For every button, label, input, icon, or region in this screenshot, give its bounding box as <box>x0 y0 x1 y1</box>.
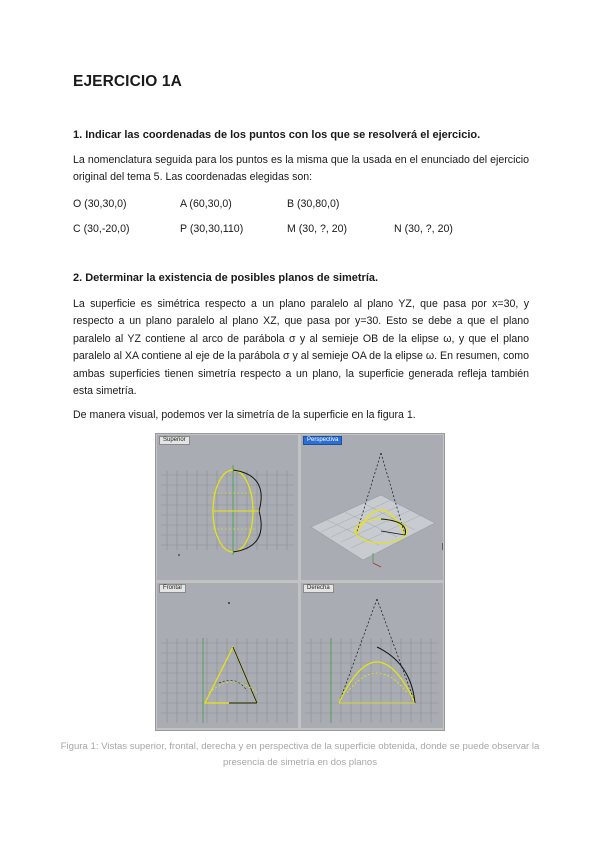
viewport-front-label: Frontal <box>159 584 186 593</box>
point-M: M (30, ?, 20) <box>287 223 348 235</box>
point-O: O (30,30,0) <box>73 198 127 210</box>
section2-paragraph2: De manera visual, podemos ver la simetría de la superficie en la figura 1. <box>73 409 416 421</box>
viewport-perspective <box>301 435 443 580</box>
viewport-perspective-label: Perspectiva <box>303 436 342 445</box>
point-C: C (30,-20,0) <box>73 223 130 235</box>
section2-paragraph1: La superficie es simétrica respecto a un plano paralelo al plano YZ, que pasa por x=30, y respecto a un plano paralelo al plano XZ, que pasa por y=30. Esto se debe a que el plano paralelo al YZ contiene al arco de parábola σ y al semieje OB de la elipse ω, y que el plano paralelo al XA contiene al eje de la parábola σ y al semieje OA de la elipse ω. En resumen, como ambas superficies tienen simetría respecto a un plano, la superficie generada refleja también esta simetría. <box>73 298 529 398</box>
point-N: N (30, ?, 20) <box>394 223 453 235</box>
viewport-right-label: Derecha <box>303 584 334 593</box>
point-A: A (60,30,0) <box>180 198 232 210</box>
viewport-top-label: Superior <box>159 436 190 445</box>
figure-caption: Figura 1: Vistas superior, frontal, derecha y en perspectiva de la superficie obtenida, donde se puede observar la presencia de simetría en dos planos <box>60 741 540 768</box>
top-view-drawing <box>157 435 298 580</box>
figure-1 <box>155 433 445 731</box>
section2-heading: 2. Determinar la existencia de posibles planos de simetría. <box>73 272 379 284</box>
section1-paragraph: La nomenclatura seguida para los puntos es la misma que la usada en el enunciado del ejercicio original del tema 5. Las coordenadas elegidas son: <box>73 154 529 184</box>
page-title: EJERCICIO 1A <box>73 73 182 90</box>
viewport-front <box>157 583 298 728</box>
viewport-top <box>157 435 298 580</box>
section1-heading: 1. Indicar las coordenadas de los puntos con los que se resolverá el ejercicio. <box>73 129 481 141</box>
viewport-right <box>301 583 443 728</box>
front-view-drawing <box>157 583 298 728</box>
point-P: P (30,30,110) <box>180 223 244 235</box>
right-view-drawing <box>301 583 443 728</box>
perspective-view-drawing <box>301 435 443 580</box>
point-B: B (30,80,0) <box>287 198 340 210</box>
